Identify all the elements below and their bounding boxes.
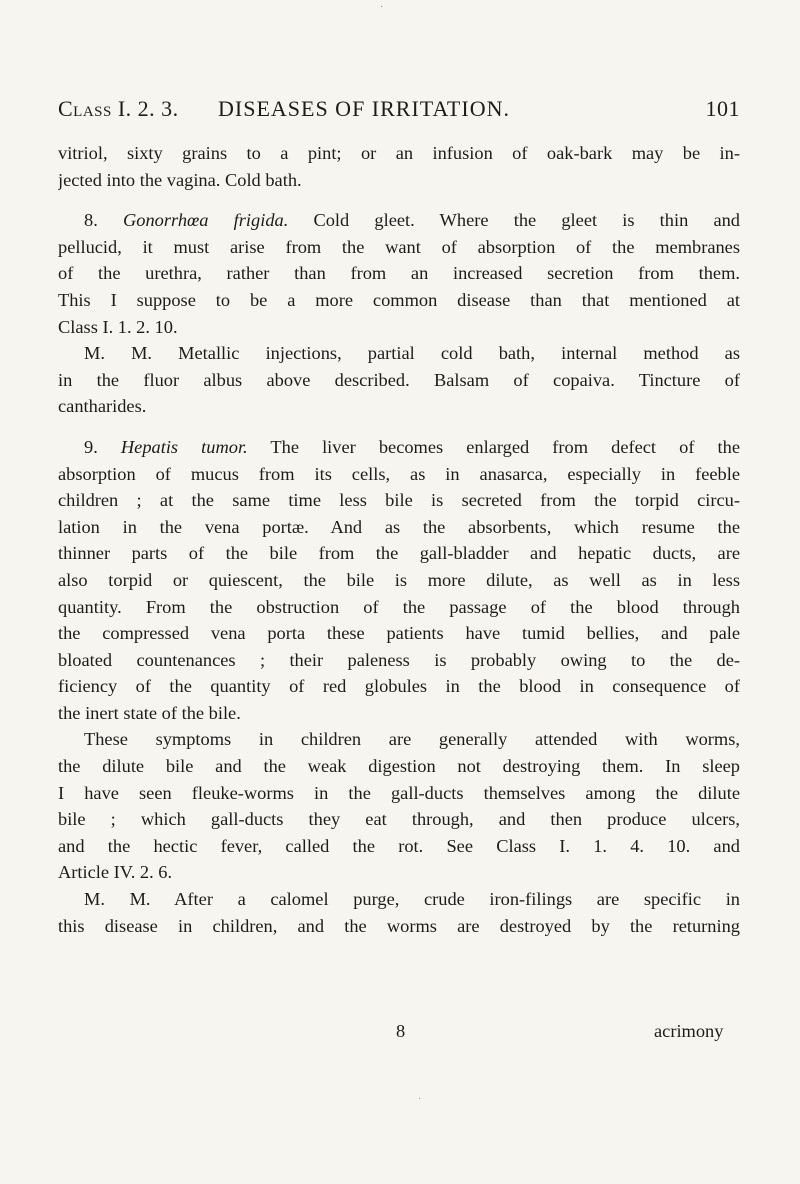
text-line: thinner parts of the bile from the gall-bladder and hepatic ducts, are — [58, 543, 740, 564]
text-line: vitriol, sixty grains to a pint; or an infusion of oak-bark may be in- — [58, 143, 740, 163]
text-line: in the fluor albus above described. Balsam of copaiva. Tincture of — [58, 369, 740, 390]
text-line: also torpid or quiescent, the bile is more dilute, as well as in less — [58, 569, 740, 590]
text-line: bile ; which gall-ducts they eat through, and then produce ulcers, — [58, 809, 740, 830]
paragraph-calomel — [58, 886, 740, 939]
text-line: Article IV. 2. 6. — [58, 862, 173, 883]
text-line: and the hectic fever, called the rot. See Class I. 1. 4. 10. and — [58, 835, 740, 856]
paragraph-method-medicine — [58, 340, 740, 420]
paper-speck: · — [418, 1094, 422, 1105]
text-line: this disease in children, and the worms are destroyed by the returning — [58, 915, 740, 936]
text-line: Class I. 1. 2. 10. — [58, 316, 178, 337]
section-title: Hepatis tumor. — [120, 436, 248, 457]
text-line: ficiency of the quantity of red globules in the blood in consequence of — [58, 676, 740, 697]
text-line: M. M. Metallic injections, partial cold bath, internal method as — [84, 343, 740, 364]
text-line: of the urethra, rather than from an increased secretion from them. — [58, 263, 740, 284]
section-number: 9. — [84, 436, 98, 457]
text-line: absorption of mucus from its cells, as in anasarca, especially in feeble — [58, 463, 740, 484]
text-line: pellucid, it must arise from the want of absorption of the membranes — [58, 236, 740, 257]
text-line: These symptoms in children are generally attended with worms, — [84, 729, 740, 750]
text-line: the dilute bile and the weak digestion not destroying them. In sleep — [58, 756, 740, 777]
paragraph-gonorrhoea-frigida — [58, 207, 740, 340]
text-line: I have seen fleuke-worms in the gall-ducts themselves among the dilute — [58, 782, 740, 803]
text-line: cantharides. — [58, 396, 147, 417]
text-line: the compressed vena porta these patients have tumid bellies, and pale — [58, 623, 740, 644]
class-label: Class I. 2. 3. — [58, 96, 179, 121]
text-line: This I suppose to be a more common disease than that mentioned at — [58, 289, 740, 310]
text-fragment: Cold gleet. Where the gleet is thin and — [288, 210, 740, 231]
section-number: 8. — [84, 210, 98, 231]
text-line: children ; at the same time less bile is secreted from the torpid circu- — [58, 490, 740, 511]
section-title: Gonorrhœa frigida. — [122, 210, 289, 231]
text-line: lation in the vena portæ. And as the absorbents, which resume the — [58, 516, 740, 537]
text-fragment: The liver becomes enlarged from defect of the — [247, 436, 740, 457]
paper-speck: · — [380, 2, 384, 13]
page-title: DISEASES OF IRRITATION. — [218, 96, 510, 121]
text-line — [58, 207, 740, 234]
text-line: jected into the vagina. Cold bath. — [58, 169, 302, 190]
text-line — [58, 434, 740, 461]
text-line: M. M. After a calomel purge, crude iron-filings are specific in — [84, 889, 740, 910]
signature-mark: 8 — [396, 1021, 406, 1041]
paragraph-worms — [58, 726, 740, 886]
running-header — [58, 96, 740, 126]
paragraph-hepatis-tumor — [58, 434, 740, 727]
text-line: bloated countenances ; their paleness is probably owing to the de- — [58, 649, 740, 670]
paragraph-continuation — [58, 140, 740, 193]
text-line: the inert state of the bile. — [58, 702, 241, 723]
catchword: acrimony — [654, 1021, 724, 1041]
text-line: quantity. From the obstruction of the passage of the blood through — [58, 596, 740, 617]
page-number: 101 — [705, 96, 740, 121]
body-text — [58, 140, 740, 939]
